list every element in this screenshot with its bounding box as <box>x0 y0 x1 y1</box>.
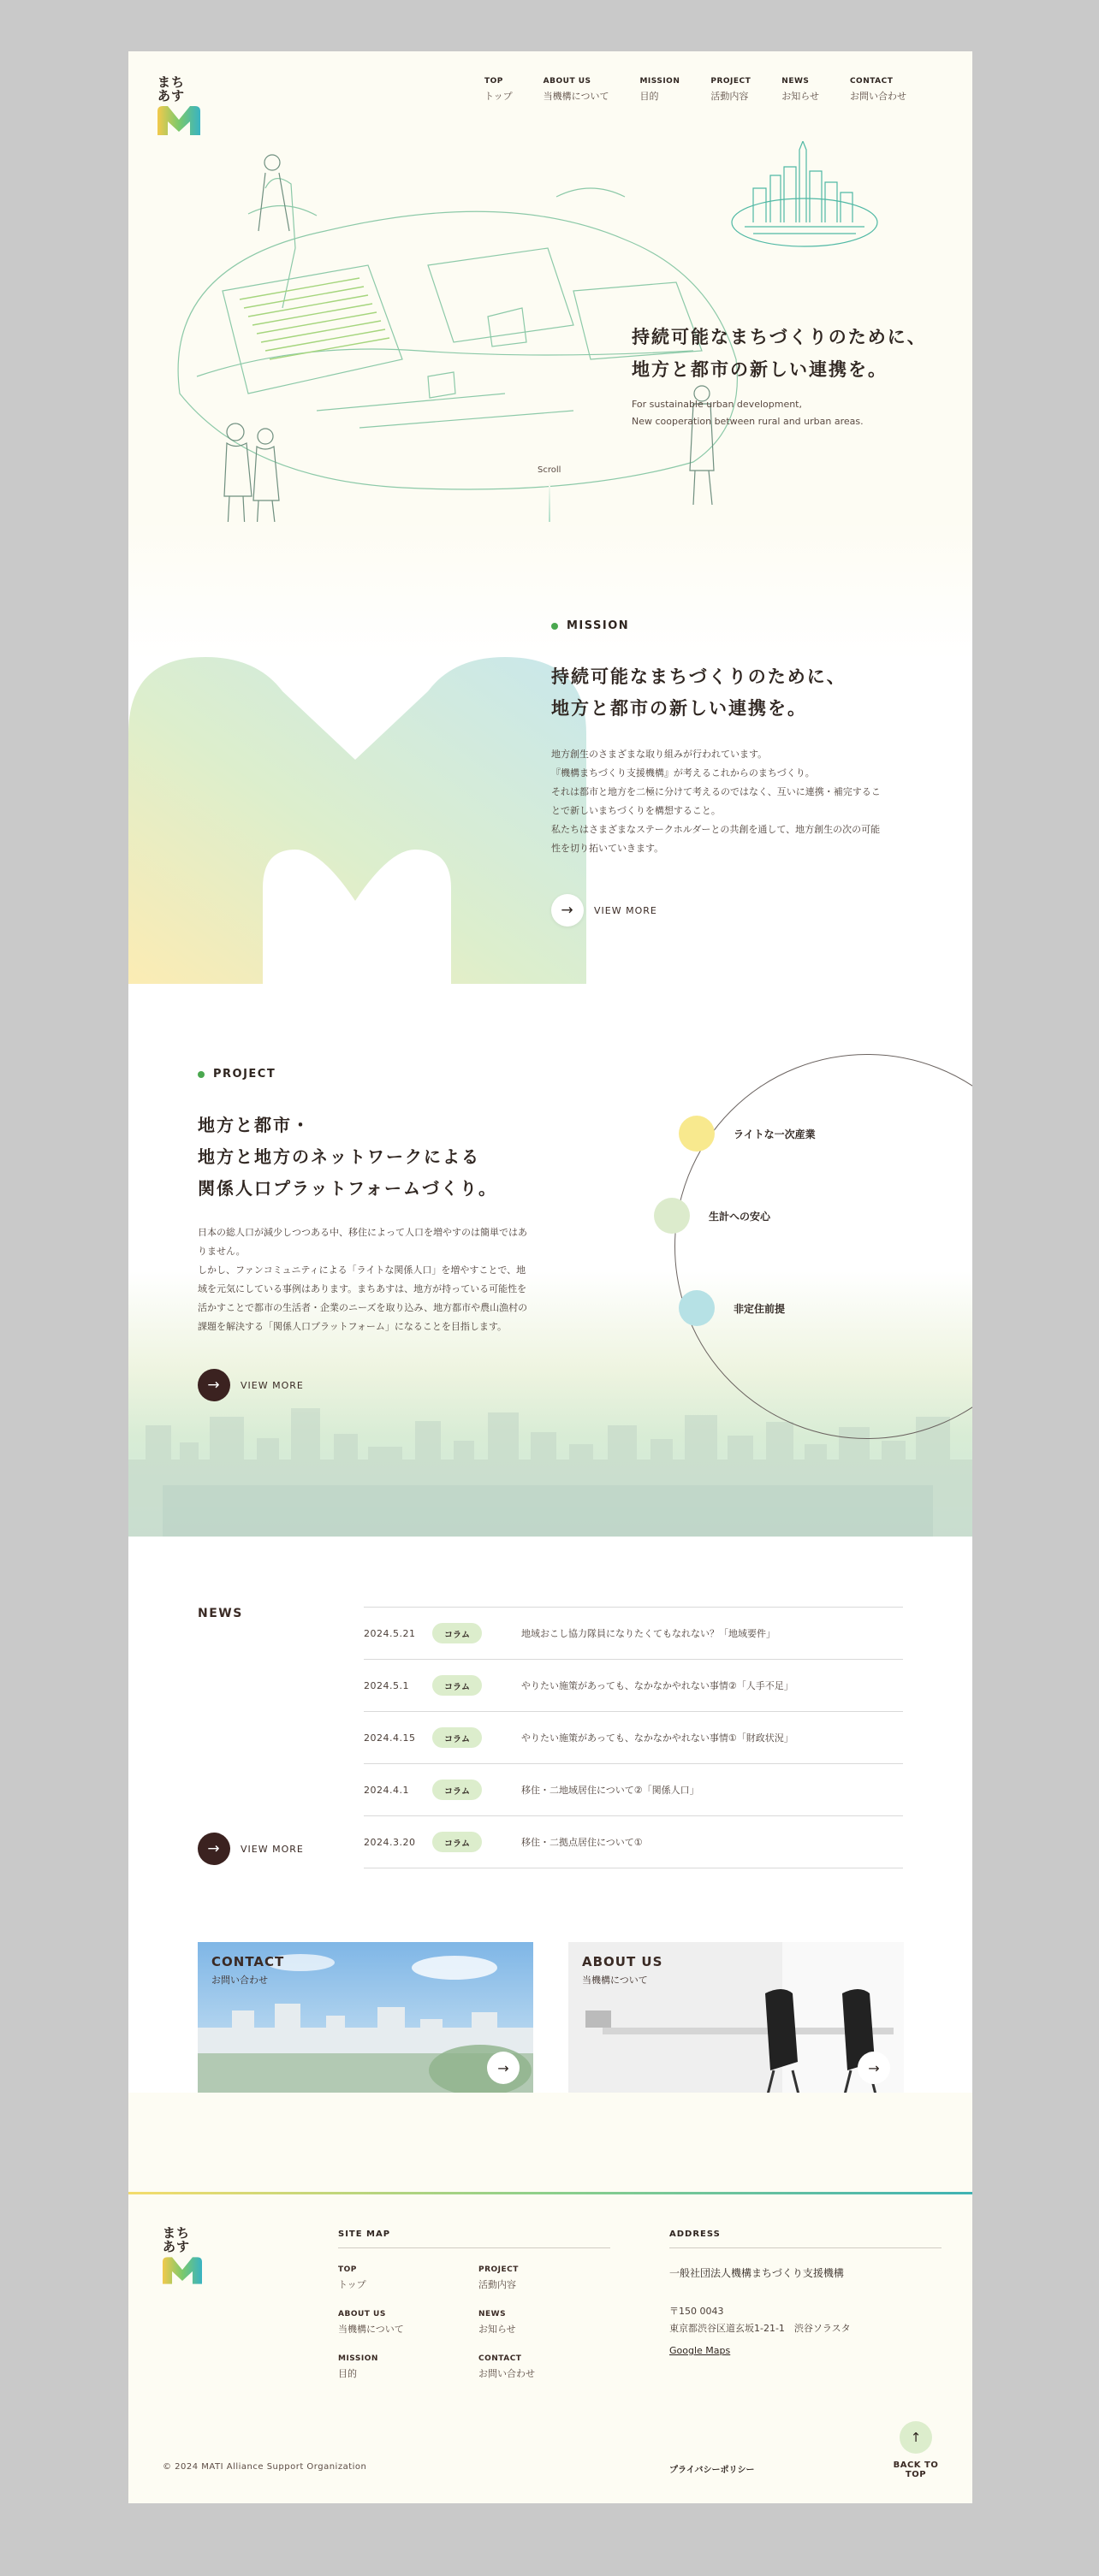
nav-contact-jp: お問い合わせ <box>849 91 906 102</box>
news-headline: やりたい施策があっても、なかなかやれない事情①「財政状況」 <box>521 1732 793 1744</box>
project-item-label: ライトな一次産業 <box>734 1128 816 1140</box>
logo-text-line2: あす <box>163 2239 191 2254</box>
news-date: 2024.5.21 <box>364 1627 416 1639</box>
footer-sitemap <box>338 2230 610 2380</box>
sitemap-link-contact[interactable] <box>478 2354 607 2380</box>
green-bubble-icon <box>654 1198 690 1234</box>
project-title-line1: 地方と都市・ <box>198 1115 311 1135</box>
project-text <box>198 1223 574 1336</box>
news-row[interactable] <box>364 1764 903 1816</box>
sitemap-link-en: NEWS <box>478 2310 507 2318</box>
scroll-label[interactable]: Scroll <box>538 465 561 475</box>
about-card[interactable] <box>568 1942 904 2098</box>
news-row[interactable] <box>364 1608 903 1660</box>
hero-section <box>128 51 972 522</box>
sitemap-heading: SITE MAP <box>338 2230 610 2248</box>
address-heading: ADDRESS <box>669 2230 942 2248</box>
mission-section <box>128 522 972 984</box>
contact-card-title: CONTACT <box>211 1954 285 1969</box>
arrow-right-icon: → <box>858 2052 890 2084</box>
contact-card[interactable] <box>198 1942 533 2098</box>
project-text-line: りません。 <box>198 1246 246 1257</box>
green-dot-icon <box>198 1071 205 1078</box>
nav-news-en: NEWS <box>781 77 810 86</box>
news-headline: 移住・二地域居住について②「関係人口」 <box>521 1785 699 1796</box>
nav-mission[interactable] <box>639 77 680 103</box>
nav-mission-en: MISSION <box>639 77 680 86</box>
logo-m-icon <box>163 2257 202 2284</box>
news-section <box>128 1537 972 2093</box>
mission-title-line1: 持続可能なまちづくりのために、 <box>551 666 847 687</box>
news-row[interactable] <box>364 1660 903 1712</box>
news-date: 2024.3.20 <box>364 1836 416 1848</box>
news-row[interactable] <box>364 1816 903 1868</box>
project-text-line: 日本の総人口が減少しつつある中、移住によって人口を増やすのは簡単ではあ <box>198 1227 527 1238</box>
project-item-non-settlement <box>679 1290 785 1326</box>
sitemap-link-jp: 活動内容 <box>478 2279 516 2290</box>
sitemap-link-news[interactable] <box>478 2310 607 2336</box>
postal-code: 〒150 0043 <box>669 2306 724 2317</box>
logo-text-line1: まち <box>163 2225 191 2241</box>
hero-sub-line2: New cooperation between rural and urban areas. <box>632 416 864 427</box>
project-text-line: しかし、ファンコミュニティによる「ライトな関係人口」を増やすことで、地 <box>198 1264 526 1276</box>
green-dot-icon <box>551 623 558 630</box>
news-headline: 地域おこし協力隊員になりたくてもなれない？「地域要件」 <box>521 1628 775 1639</box>
project-text-line: 活かすことで都市の生活者・企業のニーズを取り込み、地方都市や農山漁村の <box>198 1302 528 1313</box>
project-section <box>128 984 972 1537</box>
mission-text-line: とで新しいまちづくりを構想すること。 <box>551 805 721 816</box>
project-title-line2: 地方と地方のネットワークによる <box>198 1146 480 1167</box>
news-view-more-label: VIEW MORE <box>241 1843 304 1855</box>
sitemap-link-jp: お問い合わせ <box>478 2368 535 2379</box>
hero-title-line2: 地方と都市の新しい連携を。 <box>632 359 888 380</box>
arrow-right-icon: → <box>487 2052 520 2084</box>
mission-text-line: 地方創生のさまざまな取り組みが行われています。 <box>551 749 768 760</box>
sitemap-link-jp: 当機構について <box>338 2324 404 2335</box>
contact-card-subtitle: お問い合わせ <box>211 1975 268 1986</box>
sitemap-link-en: PROJECT <box>478 2265 519 2274</box>
privacy-policy-link[interactable]: プライバシーポリシー <box>669 2466 755 2475</box>
project-body <box>198 1068 574 1401</box>
about-card-subtitle: 当機構について <box>582 1975 648 1986</box>
project-label-text: PROJECT <box>213 1068 276 1081</box>
city-illustration <box>728 141 882 252</box>
nav-contact-en: CONTACT <box>849 77 894 86</box>
mission-label-text: MISSION <box>567 619 630 632</box>
nav-mission-jp: 目的 <box>639 91 659 102</box>
sitemap-link-about[interactable] <box>338 2310 478 2336</box>
footer-address <box>669 2230 942 2357</box>
news-category-badge: コラム <box>432 1675 482 1696</box>
sitemap-link-jp: 目的 <box>338 2368 357 2379</box>
nav-about-en: ABOUT US <box>543 77 591 86</box>
logo-text-line2: あす <box>157 88 186 104</box>
mission-text <box>551 745 911 858</box>
news-title: NEWS <box>198 1607 243 1620</box>
back-to-top-button[interactable] <box>882 2421 950 2479</box>
blue-bubble-icon <box>679 1290 715 1326</box>
project-view-more-label: VIEW MORE <box>241 1379 304 1391</box>
back-to-top-label: BACK TO TOP <box>893 2461 939 2479</box>
nav-contact[interactable] <box>850 77 906 103</box>
news-category-badge: コラム <box>432 1780 482 1800</box>
arrow-right-icon: → <box>198 1833 230 1865</box>
mission-text-line: 私たちはさまざまなステークホルダーとの共創を通して、地方創生の次の可能 <box>551 824 881 835</box>
arrow-right-icon: → <box>198 1369 230 1401</box>
yellow-bubble-icon <box>679 1116 715 1152</box>
news-date: 2024.5.1 <box>364 1679 409 1691</box>
project-label <box>198 1068 574 1081</box>
news-row[interactable] <box>364 1712 903 1764</box>
page <box>128 51 972 2503</box>
sitemap-link-en: CONTACT <box>478 2354 522 2363</box>
nav-news[interactable] <box>781 77 819 103</box>
hero-copy <box>632 321 927 430</box>
nav-project-jp: 活動内容 <box>710 91 749 102</box>
project-item-label: 非定住前提 <box>734 1302 786 1315</box>
arrow-right-icon: → <box>551 894 584 927</box>
news-date: 2024.4.1 <box>364 1784 409 1796</box>
mission-text-line: 性を切り拓いていきます。 <box>551 843 664 854</box>
mission-text-line: 『機構まちづくり支援機構』が考えるこれからのまちづくり。 <box>551 767 815 779</box>
nav-news-jp: お知らせ <box>781 91 819 102</box>
news-category-badge: コラム <box>432 1832 482 1852</box>
nav-top[interactable] <box>484 77 513 103</box>
mission-label <box>551 619 911 632</box>
google-maps-link[interactable]: Google Maps <box>669 2345 731 2356</box>
sitemap-link-mission[interactable] <box>338 2354 478 2380</box>
nav-project[interactable] <box>710 77 751 103</box>
nav-top-en: TOP <box>484 77 503 86</box>
street-address: 東京都渋谷区道玄坂1-21-1 渋谷ソラスタ <box>669 2323 851 2334</box>
nav-project-en: PROJECT <box>710 77 751 86</box>
site-footer <box>128 2093 972 2503</box>
footer-logo[interactable] <box>163 2226 211 2284</box>
sitemap-link-en: TOP <box>338 2265 357 2274</box>
project-item-label: 生計への安心 <box>709 1210 771 1223</box>
footer-gradient-line <box>128 2192 972 2194</box>
mission-m-graphic <box>128 657 586 984</box>
mission-view-more-button[interactable] <box>551 894 911 927</box>
news-headline: 移住・二拠点居住について① <box>521 1837 643 1848</box>
project-text-line: 課題を解決する「関係人口プラットフォーム」になることを目指します。 <box>198 1321 508 1332</box>
arrow-up-icon: ↑ <box>900 2421 932 2454</box>
mission-title-line2: 地方と都市の新しい連携を。 <box>551 698 807 719</box>
news-list <box>364 1607 903 1868</box>
sitemap-link-jp: お知らせ <box>478 2324 516 2335</box>
nav-top-jp: トップ <box>484 91 513 102</box>
about-card-title: ABOUT US <box>582 1954 663 1969</box>
copyright: © 2024 MATI Alliance Support Organization <box>163 2462 367 2472</box>
mission-view-more-label: VIEW MORE <box>594 904 657 916</box>
sitemap-link-jp: トップ <box>338 2279 366 2290</box>
news-headline: やりたい施策があっても、なかなかやれない事情②「人手不足」 <box>521 1680 793 1691</box>
mission-text-line: それは都市と地方を二極に分けて考えるのではなく、互いに連携・補完するこ <box>551 786 881 797</box>
logo-text-line1: まち <box>157 74 186 90</box>
nav-about-jp: 当機構について <box>543 91 609 102</box>
sitemap-link-project[interactable] <box>478 2265 607 2291</box>
hero-sub-line1: For sustainable urban development, <box>632 399 802 410</box>
sitemap-link-en: ABOUT US <box>338 2310 386 2318</box>
news-category-badge: コラム <box>432 1623 482 1643</box>
nav-about[interactable] <box>544 77 609 103</box>
sitemap-link-en: MISSION <box>338 2354 378 2363</box>
project-view-more-button[interactable] <box>198 1369 574 1401</box>
logo-m-icon <box>157 106 200 135</box>
organization-name: 一般社団法人機構まちづくり支援機構 <box>669 2267 844 2279</box>
mission-body <box>551 619 911 927</box>
project-text-line: 域を元気にしている事例はあります。まちあすは、地方が持っている可能性を <box>198 1283 527 1294</box>
hero-title-line1: 持続可能なまちづくりのために、 <box>632 327 927 347</box>
news-view-more-button[interactable] <box>198 1833 304 1865</box>
news-category-badge: コラム <box>432 1727 482 1748</box>
project-item-livelihood <box>654 1198 770 1234</box>
project-item-light-industry <box>679 1116 816 1152</box>
sitemap-link-top[interactable] <box>338 2265 478 2291</box>
project-title-line3: 関係人口プラットフォームづくり。 <box>198 1178 497 1199</box>
global-nav <box>484 77 906 103</box>
news-date: 2024.4.15 <box>364 1732 416 1744</box>
site-logo[interactable] <box>157 75 205 135</box>
